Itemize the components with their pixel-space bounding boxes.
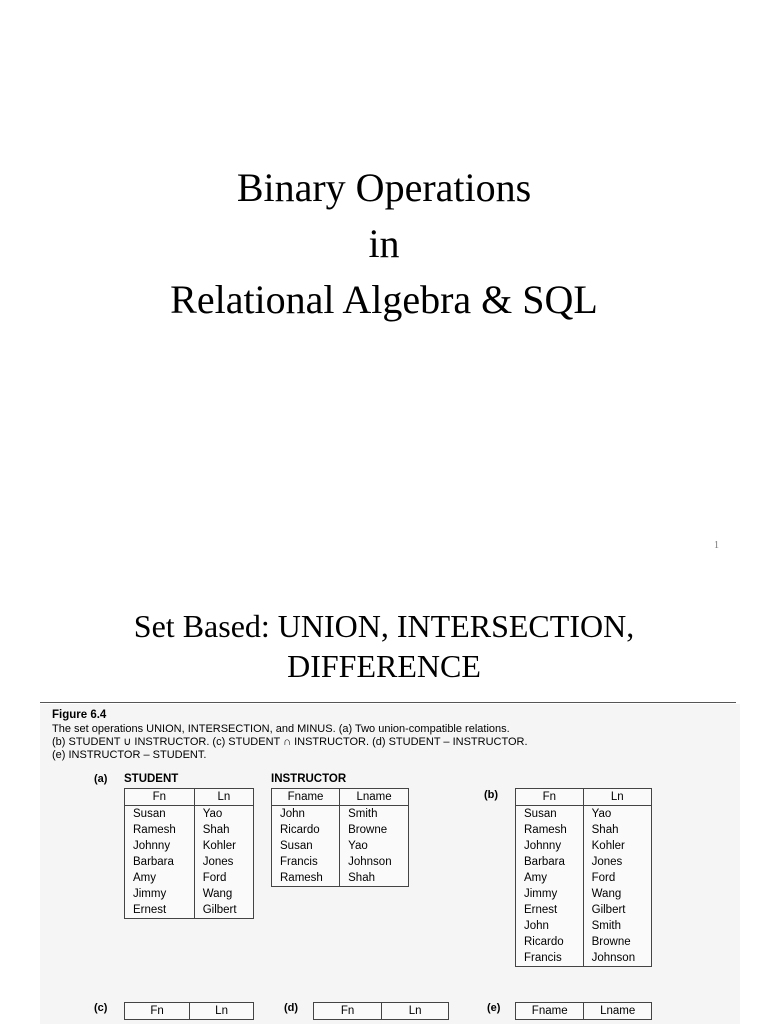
column-header: Ln: [194, 789, 253, 806]
column-header: Ln: [583, 789, 651, 806]
table-cell: John: [516, 918, 584, 934]
table-row: [516, 838, 652, 854]
table-cell: Kohler: [194, 838, 253, 854]
page-number: 1: [714, 540, 719, 551]
table-cell: Shah: [340, 870, 409, 887]
table-cell: Ford: [194, 870, 253, 886]
column-header: Fn: [516, 789, 584, 806]
table-row: [125, 838, 254, 854]
table-row: [516, 854, 652, 870]
column-header: Fn: [125, 789, 195, 806]
table-cell: Browne: [583, 934, 651, 950]
table-cell: Amy: [125, 870, 195, 886]
table-cell: Jimmy: [125, 886, 195, 902]
column-header: Fn: [314, 1003, 382, 1020]
tag-c: (c): [94, 1002, 108, 1014]
table-cell: Ernest: [125, 902, 195, 919]
caption-line-3: (e) INSTRUCTOR – STUDENT.: [52, 749, 207, 761]
table-row: [272, 822, 409, 838]
tag-d: (d): [284, 1002, 299, 1014]
column-header: Lname: [340, 789, 409, 806]
slide-2-title-line-2: DIFFERENCE: [287, 648, 481, 684]
table-cell: Susan: [272, 838, 340, 854]
slide-title: [0, 160, 768, 328]
table-cell: Johnny: [125, 838, 195, 854]
figure-6-4: [40, 704, 740, 1024]
table-cell: Yao: [583, 806, 651, 823]
table-cell: Johnson: [583, 950, 651, 967]
table-cell: Shah: [194, 822, 253, 838]
table-cell: Ricardo: [272, 822, 340, 838]
table-cell: Wang: [583, 886, 651, 902]
tag-a: (a): [94, 773, 108, 785]
table-row: [125, 806, 254, 823]
table-row: [125, 902, 254, 919]
header-row: [125, 1003, 254, 1020]
table-row: [516, 950, 652, 967]
table-row: [272, 838, 409, 854]
header-row: [516, 1003, 652, 1020]
table-row: [125, 854, 254, 870]
table-cell: Smith: [583, 918, 651, 934]
table-row: [272, 854, 409, 870]
table-cell: Barbara: [125, 854, 195, 870]
table-row: [516, 822, 652, 838]
table-cell: Ford: [583, 870, 651, 886]
divider: [40, 702, 736, 703]
table-row: [125, 822, 254, 838]
title-line-1: Binary Operations: [236, 165, 532, 210]
union-table: [515, 788, 652, 967]
table-cell: John: [272, 806, 340, 823]
table-row: [272, 806, 409, 823]
column-header: Ln: [190, 1003, 254, 1020]
slide-2-title: [0, 606, 768, 686]
figure-caption: [52, 723, 732, 762]
table-row: [516, 934, 652, 950]
table-cell: Amy: [516, 870, 584, 886]
figure-label: Figure 6.4: [52, 709, 107, 721]
table-cell: Johnson: [340, 854, 409, 870]
header-row: [516, 789, 652, 806]
title-line-3: Relational Algebra & SQL: [170, 277, 598, 322]
student-table: [124, 788, 254, 919]
table-row: [516, 806, 652, 823]
table-cell: Kohler: [583, 838, 651, 854]
table-cell: Gilbert: [583, 902, 651, 918]
table-cell: Yao: [194, 806, 253, 823]
table-cell: Gilbert: [194, 902, 253, 919]
table-row: [516, 902, 652, 918]
tag-b: (b): [484, 789, 499, 801]
table-cell: Ramesh: [272, 870, 340, 887]
table-row: [272, 870, 409, 887]
table-cell: Susan: [516, 806, 584, 823]
instructor-minus-student-table: [515, 1002, 652, 1020]
caption-line-1: The set operations UNION, INTERSECTION, and MINUS. (a) Two union-compatible relations.: [52, 723, 510, 735]
header-row: [125, 789, 254, 806]
table-cell: Ramesh: [125, 822, 195, 838]
caption-line-2: (b) STUDENT ∪ INSTRUCTOR. (c) STUDENT ∩ INSTRUCTOR. (d) STUDENT – INSTRUCTOR.: [52, 736, 528, 748]
title-line-2: in: [368, 221, 400, 266]
table-cell: Francis: [516, 950, 584, 967]
column-header: Lname: [584, 1003, 652, 1020]
table-row: [516, 918, 652, 934]
table-cell: Johnny: [516, 838, 584, 854]
table-cell: Wang: [194, 886, 253, 902]
table-cell: Browne: [340, 822, 409, 838]
table-cell: Ramesh: [516, 822, 584, 838]
table-cell: Yao: [340, 838, 409, 854]
slide-2-title-line-1: Set Based: UNION, INTERSECTION,: [133, 608, 635, 644]
column-header: Fn: [125, 1003, 190, 1020]
table-cell: Francis: [272, 854, 340, 870]
column-header: Ln: [382, 1003, 449, 1020]
table-row: [125, 870, 254, 886]
table-cell: Jones: [583, 854, 651, 870]
table-row: [125, 886, 254, 902]
instructor-relation-name: INSTRUCTOR: [271, 773, 347, 785]
student-minus-instructor-table: [313, 1002, 449, 1020]
column-header: Fname: [516, 1003, 584, 1020]
instructor-table: [271, 788, 409, 887]
table-row: [516, 870, 652, 886]
table-cell: Jones: [194, 854, 253, 870]
table-cell: Barbara: [516, 854, 584, 870]
table-cell: Susan: [125, 806, 195, 823]
student-relation-name: STUDENT: [124, 773, 179, 785]
header-row: [314, 1003, 449, 1020]
table-cell: Jimmy: [516, 886, 584, 902]
header-row: [272, 789, 409, 806]
table-row: [516, 886, 652, 902]
table-cell: Smith: [340, 806, 409, 823]
table-cell: Ricardo: [516, 934, 584, 950]
column-header: Fname: [272, 789, 340, 806]
tag-e: (e): [487, 1002, 501, 1014]
table-cell: Ernest: [516, 902, 584, 918]
intersection-table: [124, 1002, 254, 1020]
table-cell: Shah: [583, 822, 651, 838]
